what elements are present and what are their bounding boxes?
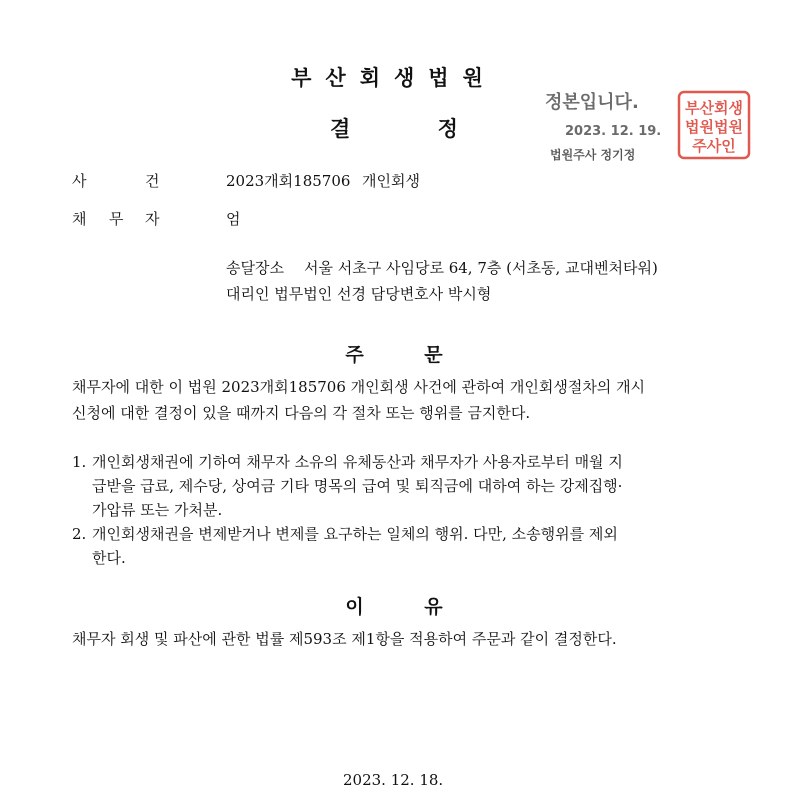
debtor-label-char-3: 자	[145, 210, 160, 228]
debtor-name: 엄	[226, 210, 241, 228]
service-address: 서울 서초구 사임당로 64, 7층 (서초동, 교대벤처타워)	[304, 259, 658, 277]
order-item-number-2: 2.	[72, 525, 87, 543]
case-type: 개인회생	[362, 172, 420, 190]
certified-copy-stamp: 정본입니다.	[545, 92, 639, 113]
certification-clerk: 법원주사 정기정	[550, 148, 636, 162]
order-item-2-line-2: 한다.	[92, 549, 126, 567]
debtor-label-char-2: 무	[109, 210, 124, 228]
svg-text:부산회생: 부산회생	[685, 99, 743, 117]
court-name: 부산회생법원	[291, 66, 497, 90]
svg-text:법원법원: 법원법원	[685, 118, 743, 136]
case-label-char-1: 사	[72, 172, 87, 190]
court-seal-icon	[676, 89, 752, 161]
order-item-1-line-2: 급받을 급료, 제수당, 상여금 기타 명목의 급여 및 퇴직금에 대하여 하는 강제집행·	[92, 477, 623, 495]
order-intro-line-1: 채무자에 대한 이 법원 2023개회185706 개인회생 사건에 관하여 개인회생절차의 개시	[72, 378, 646, 396]
certification-date: 2023. 12. 19.	[565, 124, 662, 139]
representative: 대리인 법무법인 선경 담당변호사 박시형	[226, 285, 492, 303]
order-item-1-line-1: 개인회생채권에 기하여 채무자 소유의 유체동산과 채무자가 사용자로부터 매월 지	[92, 453, 623, 471]
service-address-label: 송달장소	[226, 259, 284, 277]
order-item-number-1: 1.	[72, 453, 87, 471]
order-item-2-line-1: 개인회생채권을 변제받거나 변제를 요구하는 일체의 행위. 다만, 소송행위를 제외	[92, 525, 618, 543]
document-title: 결 정	[330, 117, 458, 141]
debtor-label-char-1: 채	[72, 210, 87, 228]
case-number: 2023개회185706	[226, 172, 351, 190]
order-intro-line-2: 신청에 대한 결정이 있을 때까지 다음의 각 절차 또는 행위를 금지한다.	[72, 404, 531, 422]
reason-heading: 이 유	[345, 596, 443, 618]
case-label-char-2: 건	[145, 172, 160, 190]
order-item-1-line-3: 가압류 또는 가처분.	[92, 501, 223, 519]
reason-text: 채무자 회생 및 파산에 관한 법률 제593조 제1항을 적용하여 주문과 같이 결정한다.	[72, 630, 617, 648]
order-heading: 주 문	[345, 344, 443, 366]
svg-text:주사인: 주사인	[692, 137, 736, 155]
decision-date: 2023. 12. 18.	[343, 771, 444, 789]
